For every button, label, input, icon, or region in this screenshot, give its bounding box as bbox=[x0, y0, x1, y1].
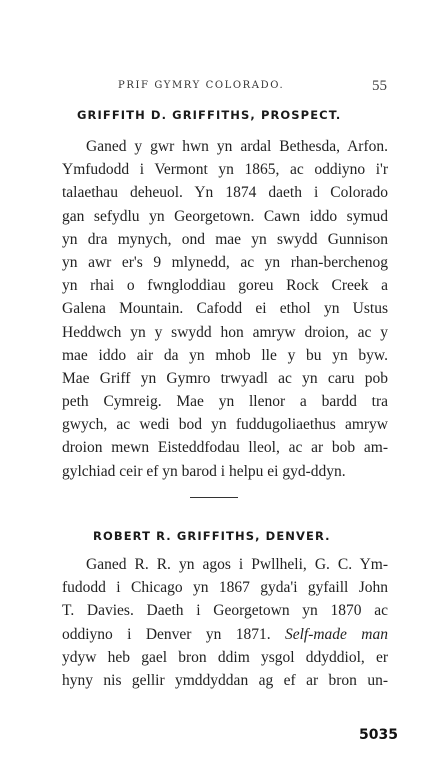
section-heading-robert: ROBERT R. GRIFFITHS, DENVER. bbox=[93, 529, 331, 543]
paragraph-robert bbox=[62, 553, 388, 692]
running-title: PRIF GYMRY COLORADO. bbox=[118, 80, 285, 91]
page-stamp-code: 5035 bbox=[359, 727, 398, 743]
paragraph-griffith bbox=[62, 135, 388, 483]
text-line: Mae Griff yn Gymro trwyadl ac yn caru pob bbox=[62, 369, 388, 387]
text-line: Heddwch yn y swydd hon amryw droion, ac y bbox=[62, 323, 388, 341]
text-line: yn dra mynych, ond mae yn swydd Gunnison bbox=[62, 230, 388, 248]
text-line: talaethau deheuol. Yn 1874 daeth i Colorado bbox=[62, 184, 388, 202]
text-line: Ganed y gwr hwn yn ardal Bethesda, Arfon. bbox=[86, 138, 388, 155]
text-line: ydyw heb gael bron ddim ysgol ddyddiol, er bbox=[62, 648, 388, 666]
section-divider bbox=[190, 497, 238, 498]
text-line: gan sefydlu yn Georgetown. Cawn iddo symud bbox=[62, 207, 388, 225]
text-line: peth Cymreig. Mae yn llenor a bardd tra bbox=[62, 393, 388, 411]
text-line: fudodd i Chicago yn 1867 gyda'i gyfaill John bbox=[62, 579, 388, 597]
text-line: droion mewn Eisteddfodau lleol, ac ar bob am- bbox=[62, 439, 388, 457]
italic-phrase: Self-made man bbox=[284, 625, 388, 643]
text-line: mae iddo air da yn mhob lle y bu yn byw. bbox=[62, 346, 388, 364]
text-line: yn rhai o fwngloddiau goreu Rock Creek a bbox=[62, 277, 388, 295]
text-line: gwych, ac wedi bod yn fuddugoliaethus amryw bbox=[62, 416, 388, 434]
page-number: 55 bbox=[372, 78, 387, 94]
text-line: yn awr er's 9 mlynedd, ac yn rhan-berchenog bbox=[62, 253, 388, 271]
text-line: hyny nis gellir ymddyddan ag ef ar bron un- bbox=[62, 671, 388, 689]
running-header bbox=[0, 78, 438, 98]
text-line-mixed bbox=[62, 623, 388, 646]
text-line: Ymfudodd i Vermont yn 1865, ac oddiyno i'r bbox=[62, 161, 388, 179]
text-line: Ganed R. R. yn agos i Pwllheli, G. C. Ym- bbox=[86, 556, 388, 573]
text-line: gylchiad ceir ef yn barod i helpu ei gyd-ddyn. bbox=[62, 462, 346, 480]
section-heading-griffith: GRIFFITH D. GRIFFITHS, PROSPECT. bbox=[77, 108, 342, 122]
text-segment: oddiyno i Denver yn 1871. bbox=[62, 625, 285, 643]
text-line: Galena Mountain. Cafodd ei ethol yn Ustus bbox=[62, 300, 388, 318]
text-line: T. Davies. Daeth i Georgetown yn 1870 ac bbox=[62, 602, 388, 620]
